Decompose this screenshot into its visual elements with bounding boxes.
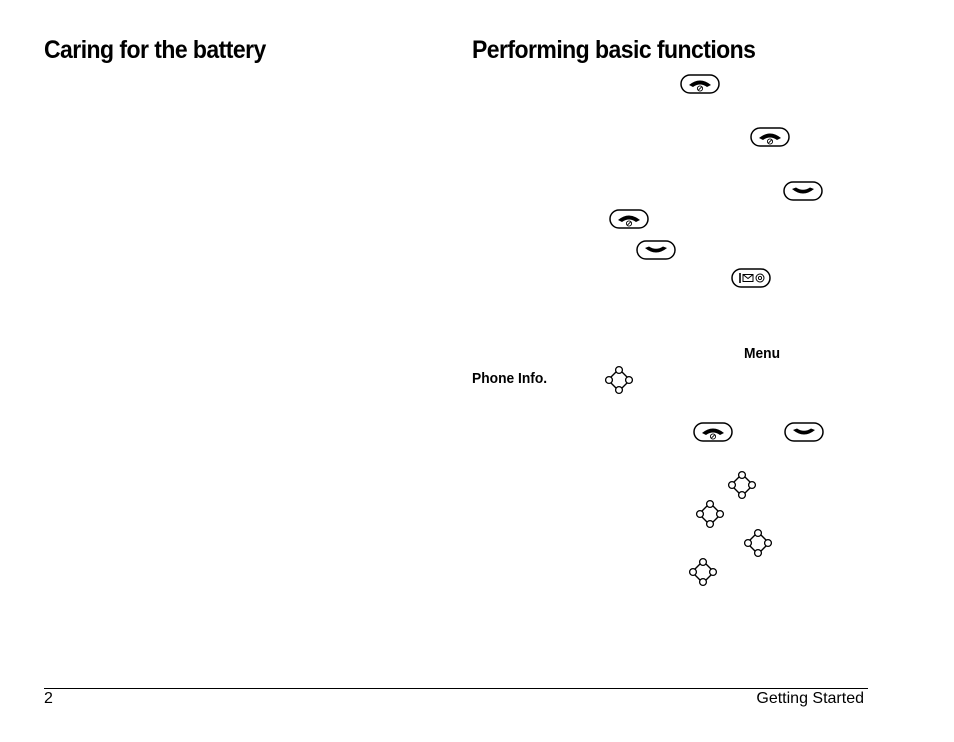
navigation-key-icon	[743, 528, 773, 558]
end-key-icon	[609, 209, 649, 229]
end-key-icon	[693, 422, 733, 442]
page-number: 2	[44, 690, 53, 707]
section-title: Getting Started	[756, 690, 864, 707]
right-section-heading: Performing basic functions	[472, 36, 756, 64]
navigation-key-icon	[695, 499, 725, 529]
end-key-icon	[750, 127, 790, 147]
send-key-icon	[636, 240, 676, 260]
navigation-key-icon	[688, 557, 718, 587]
send-key-icon	[784, 422, 824, 442]
send-key-icon	[783, 181, 823, 201]
phone-info-label: Phone Info.	[472, 370, 548, 387]
navigation-key-icon	[727, 470, 757, 500]
menu-label: Menu	[744, 345, 781, 362]
end-key-icon	[680, 74, 720, 94]
left-section-heading: Caring for the battery	[44, 36, 266, 64]
navigation-key-icon	[604, 365, 634, 395]
message-key-icon	[731, 268, 771, 288]
footer-rule	[44, 688, 868, 689]
